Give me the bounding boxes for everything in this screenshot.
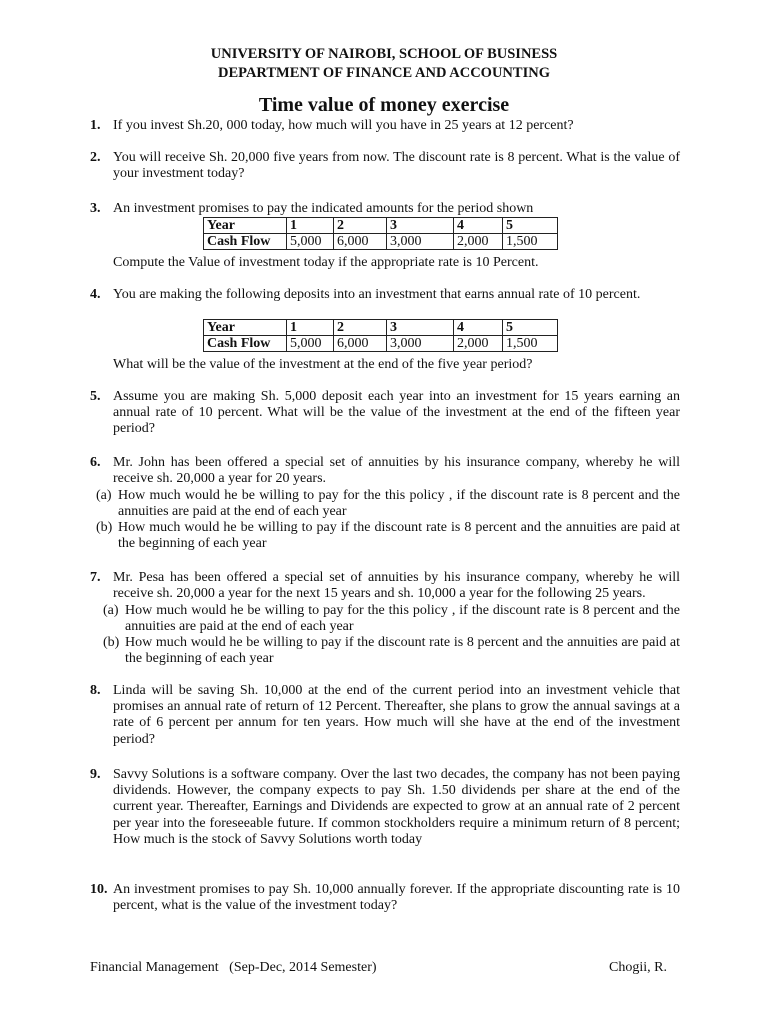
year-row xyxy=(204,218,558,234)
year-header: Year xyxy=(204,320,287,336)
question-9 xyxy=(90,767,680,848)
year-cell: 5 xyxy=(503,320,558,336)
question-number: 3. xyxy=(90,201,101,216)
question-8 xyxy=(90,683,680,748)
amount-cell: 2,000 xyxy=(454,336,503,352)
year-cell: 1 xyxy=(287,218,334,234)
question-text: Mr. Pesa has been offered a special set of annuities by his insurance company, whereby he will receive sh. 20,000 a year for the next 15 years and sh. 10,000 a year for the following 25 years. xyxy=(113,570,680,602)
amount-cell: 3,000 xyxy=(387,234,454,250)
question-text: Mr. John has been offered a special set of annuities by his insurance company, whereby he will receive sh. 20,000 a year for 20 years. xyxy=(113,455,680,487)
question-4 xyxy=(90,287,680,303)
question-text: You are making the following deposits into an investment that earns annual rate of 10 percent. xyxy=(113,287,641,302)
question-text: Assume you are making Sh. 5,000 deposit each year into an investment for 15 years earning an annual rate of 10 percent. What will be the value of the investment at the end of the fifteen year period? xyxy=(113,389,680,437)
question-number: 1. xyxy=(90,118,101,133)
question-number: 8. xyxy=(90,683,101,698)
year-cell: 3 xyxy=(387,218,454,234)
question-6-part-a xyxy=(96,488,680,520)
question-2 xyxy=(90,150,680,182)
question-7-part-a xyxy=(103,603,680,635)
year-cell: 5 xyxy=(503,218,558,234)
question-10 xyxy=(90,882,680,914)
part-label: (b) xyxy=(96,520,113,535)
question-6 xyxy=(90,455,680,487)
cash-flow-row xyxy=(204,336,558,352)
year-cell: 2 xyxy=(334,320,387,336)
footer-author: Chogii, R. xyxy=(609,960,667,975)
amount-cell: 5,000 xyxy=(287,336,334,352)
part-text: How much would he be willing to pay for the this policy , if the discount rate is 8 percent and the annuities are paid at the end of each year xyxy=(125,603,680,635)
cash-flow-row xyxy=(204,234,558,250)
year-header: Year xyxy=(204,218,287,234)
question-5 xyxy=(90,389,680,438)
university-header: UNIVERSITY OF NAIROBI, SCHOOL OF BUSINESS xyxy=(210,46,558,62)
question-text: Linda will be saving Sh. 10,000 at the end of the current period into an investment vehicle that promises an annual rate of return of 12 Percent. Thereafter, she plans to grow the annual savings at a rate of 6 percent per annum for ten years. How much will she have at the end of the investment period? xyxy=(113,683,680,747)
question-number: 4. xyxy=(90,287,101,302)
question-text: An investment promises to pay Sh. 10,000 annually forever. If the appropriate discounting rate is 10 percent, what is the value of the investment today? xyxy=(113,882,680,914)
part-label: (b) xyxy=(103,635,120,650)
question-6-part-b xyxy=(96,520,680,552)
year-cell: 2 xyxy=(334,218,387,234)
year-cell: 4 xyxy=(454,320,503,336)
question-7 xyxy=(90,570,680,602)
cash-flow-table-q3 xyxy=(203,217,558,250)
question-number: 7. xyxy=(90,570,101,585)
question-number: 5. xyxy=(90,389,101,404)
question-text: An investment promises to pay the indicated amounts for the period shown xyxy=(113,201,534,216)
amount-cell: 1,500 xyxy=(503,336,558,352)
amount-cell: 6,000 xyxy=(334,234,387,250)
year-cell: 4 xyxy=(454,218,503,234)
question-4-followup: What will be the value of the investment at the end of the five year period? xyxy=(113,357,533,372)
question-number: 10. xyxy=(90,882,108,897)
amount-cell: 5,000 xyxy=(287,234,334,250)
question-number: 6. xyxy=(90,455,101,470)
part-label: (a) xyxy=(103,603,119,618)
question-3 xyxy=(90,201,680,217)
footer-course: Financial Management (Sep-Dec, 2014 Semester) xyxy=(90,960,377,975)
cash-flow-header: Cash Flow xyxy=(204,234,287,250)
amount-cell: 3,000 xyxy=(387,336,454,352)
question-7-part-b xyxy=(103,635,680,667)
question-1 xyxy=(90,118,680,134)
cash-flow-table-q4 xyxy=(203,319,558,352)
department-header: DEPARTMENT OF FINANCE AND ACCOUNTING xyxy=(218,65,550,81)
question-number: 2. xyxy=(90,150,101,165)
page-title: Time value of money exercise xyxy=(258,94,510,116)
cash-flow-header: Cash Flow xyxy=(204,336,287,352)
part-text: How much would he be willing to pay if the discount rate is 8 percent and the annuities are paid at the beginning of each year xyxy=(125,635,680,667)
amount-cell: 6,000 xyxy=(334,336,387,352)
part-label: (a) xyxy=(96,488,112,503)
year-cell: 3 xyxy=(387,320,454,336)
amount-cell: 1,500 xyxy=(503,234,558,250)
question-text: If you invest Sh.20, 000 today, how much will you have in 25 years at 12 percent? xyxy=(113,118,574,133)
part-text: How much would he be willing to pay if the discount rate is 8 percent and the annuities are paid at the beginning of each year xyxy=(118,520,680,552)
part-text: How much would he be willing to pay for the this policy , if the discount rate is 8 percent and the annuities are paid at the end of each year xyxy=(118,488,680,520)
year-cell: 1 xyxy=(287,320,334,336)
amount-cell: 2,000 xyxy=(454,234,503,250)
year-row xyxy=(204,320,558,336)
question-text: You will receive Sh. 20,000 five years from now. The discount rate is 8 percent. What is the value of your investment today? xyxy=(113,150,680,182)
question-3-followup: Compute the Value of investment today if the appropriate rate is 10 Percent. xyxy=(113,255,539,270)
question-text: Savvy Solutions is a software company. Over the last two decades, the company has not been paying dividends. However, the company expects to pay Sh. 1.50 dividends per share at the end of the current year. Thereafter, Earnings and Dividends are expected to grow at an annual rate of 2 percent per year into the foreseeable future. If common stockholders require a minimum return of 8 percent; How much is the stock of Savvy Solutions worth today xyxy=(113,767,680,847)
question-number: 9. xyxy=(90,767,101,782)
